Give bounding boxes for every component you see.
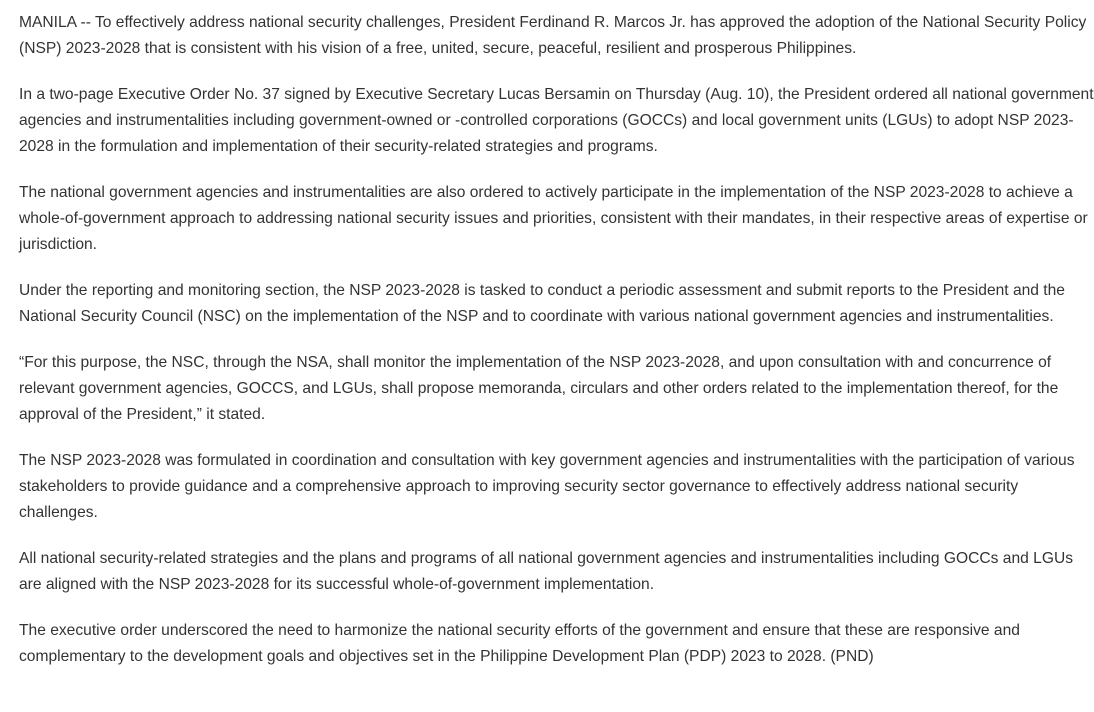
article-paragraph: MANILA -- To effectively address national security challenges, President Ferdinand R. Marcos Jr. has approved the adoption of the National Security Policy (NSP) 2023-2028 that is consistent with his vision of a free, united, secure, peaceful, resilient and prosperous Philippines. (19, 14, 1087, 57)
article-paragraph: All national security-related strategies and the plans and programs of all national government agencies and instrumentalities including GOCCs and LGUs are aligned with the NSP 2023-2028 for its successful whole-of-government implementation. (19, 550, 1074, 593)
article-paragraph: The national government agencies and instrumentalities are also ordered to actively participate in the implementation of the NSP 2023-2028 to achieve a whole-of-government approach to addressing national security issues and priorities, consistent with their mandates, in their respective areas of expertise or jurisdiction. (19, 184, 1088, 253)
article-paragraph: Under the reporting and monitoring section, the NSP 2023-2028 is tasked to conduct a periodic assessment and submit reports to the President and the National Security Council (NSC) on the implementation of the NSP and to coordinate with various national government agencies and instrumentalities. (19, 282, 1065, 325)
article-body (19, 10, 1094, 670)
article-paragraph: The NSP 2023-2028 was formulated in coordination and consultation with key government agencies and instrumentalities with the participation of various stakeholders to provide guidance and a comprehensive approach to improving security sector governance to effectively address national security challenges. (19, 452, 1075, 521)
article-paragraph: “For this purpose, the NSC, through the NSA, shall monitor the implementation of the NSP 2023-2028, and upon consultation with and concurrence of relevant government agencies, GOCCS, and LGUs, shall propose memoranda, circulars and other orders related to the implementation thereof, for the approval of the President,” it stated. (19, 354, 1059, 423)
article-paragraph: The executive order underscored the need to harmonize the national security efforts of the government and ensure that these are responsive and complementary to the development goals and objectives set in the Philippine Development Plan (PDP) 2023 to 2028. (PND) (19, 622, 1020, 665)
article-paragraph: In a two-page Executive Order No. 37 signed by Executive Secretary Lucas Bersamin on Thursday (Aug. 10), the President ordered all national government agencies and instrumentalities including government-owned or -controlled corporations (GOCCs) and local government units (LGUs) to adopt NSP 2023-2028 in the formulation and implementation of their security-related strategies and programs. (19, 86, 1094, 155)
